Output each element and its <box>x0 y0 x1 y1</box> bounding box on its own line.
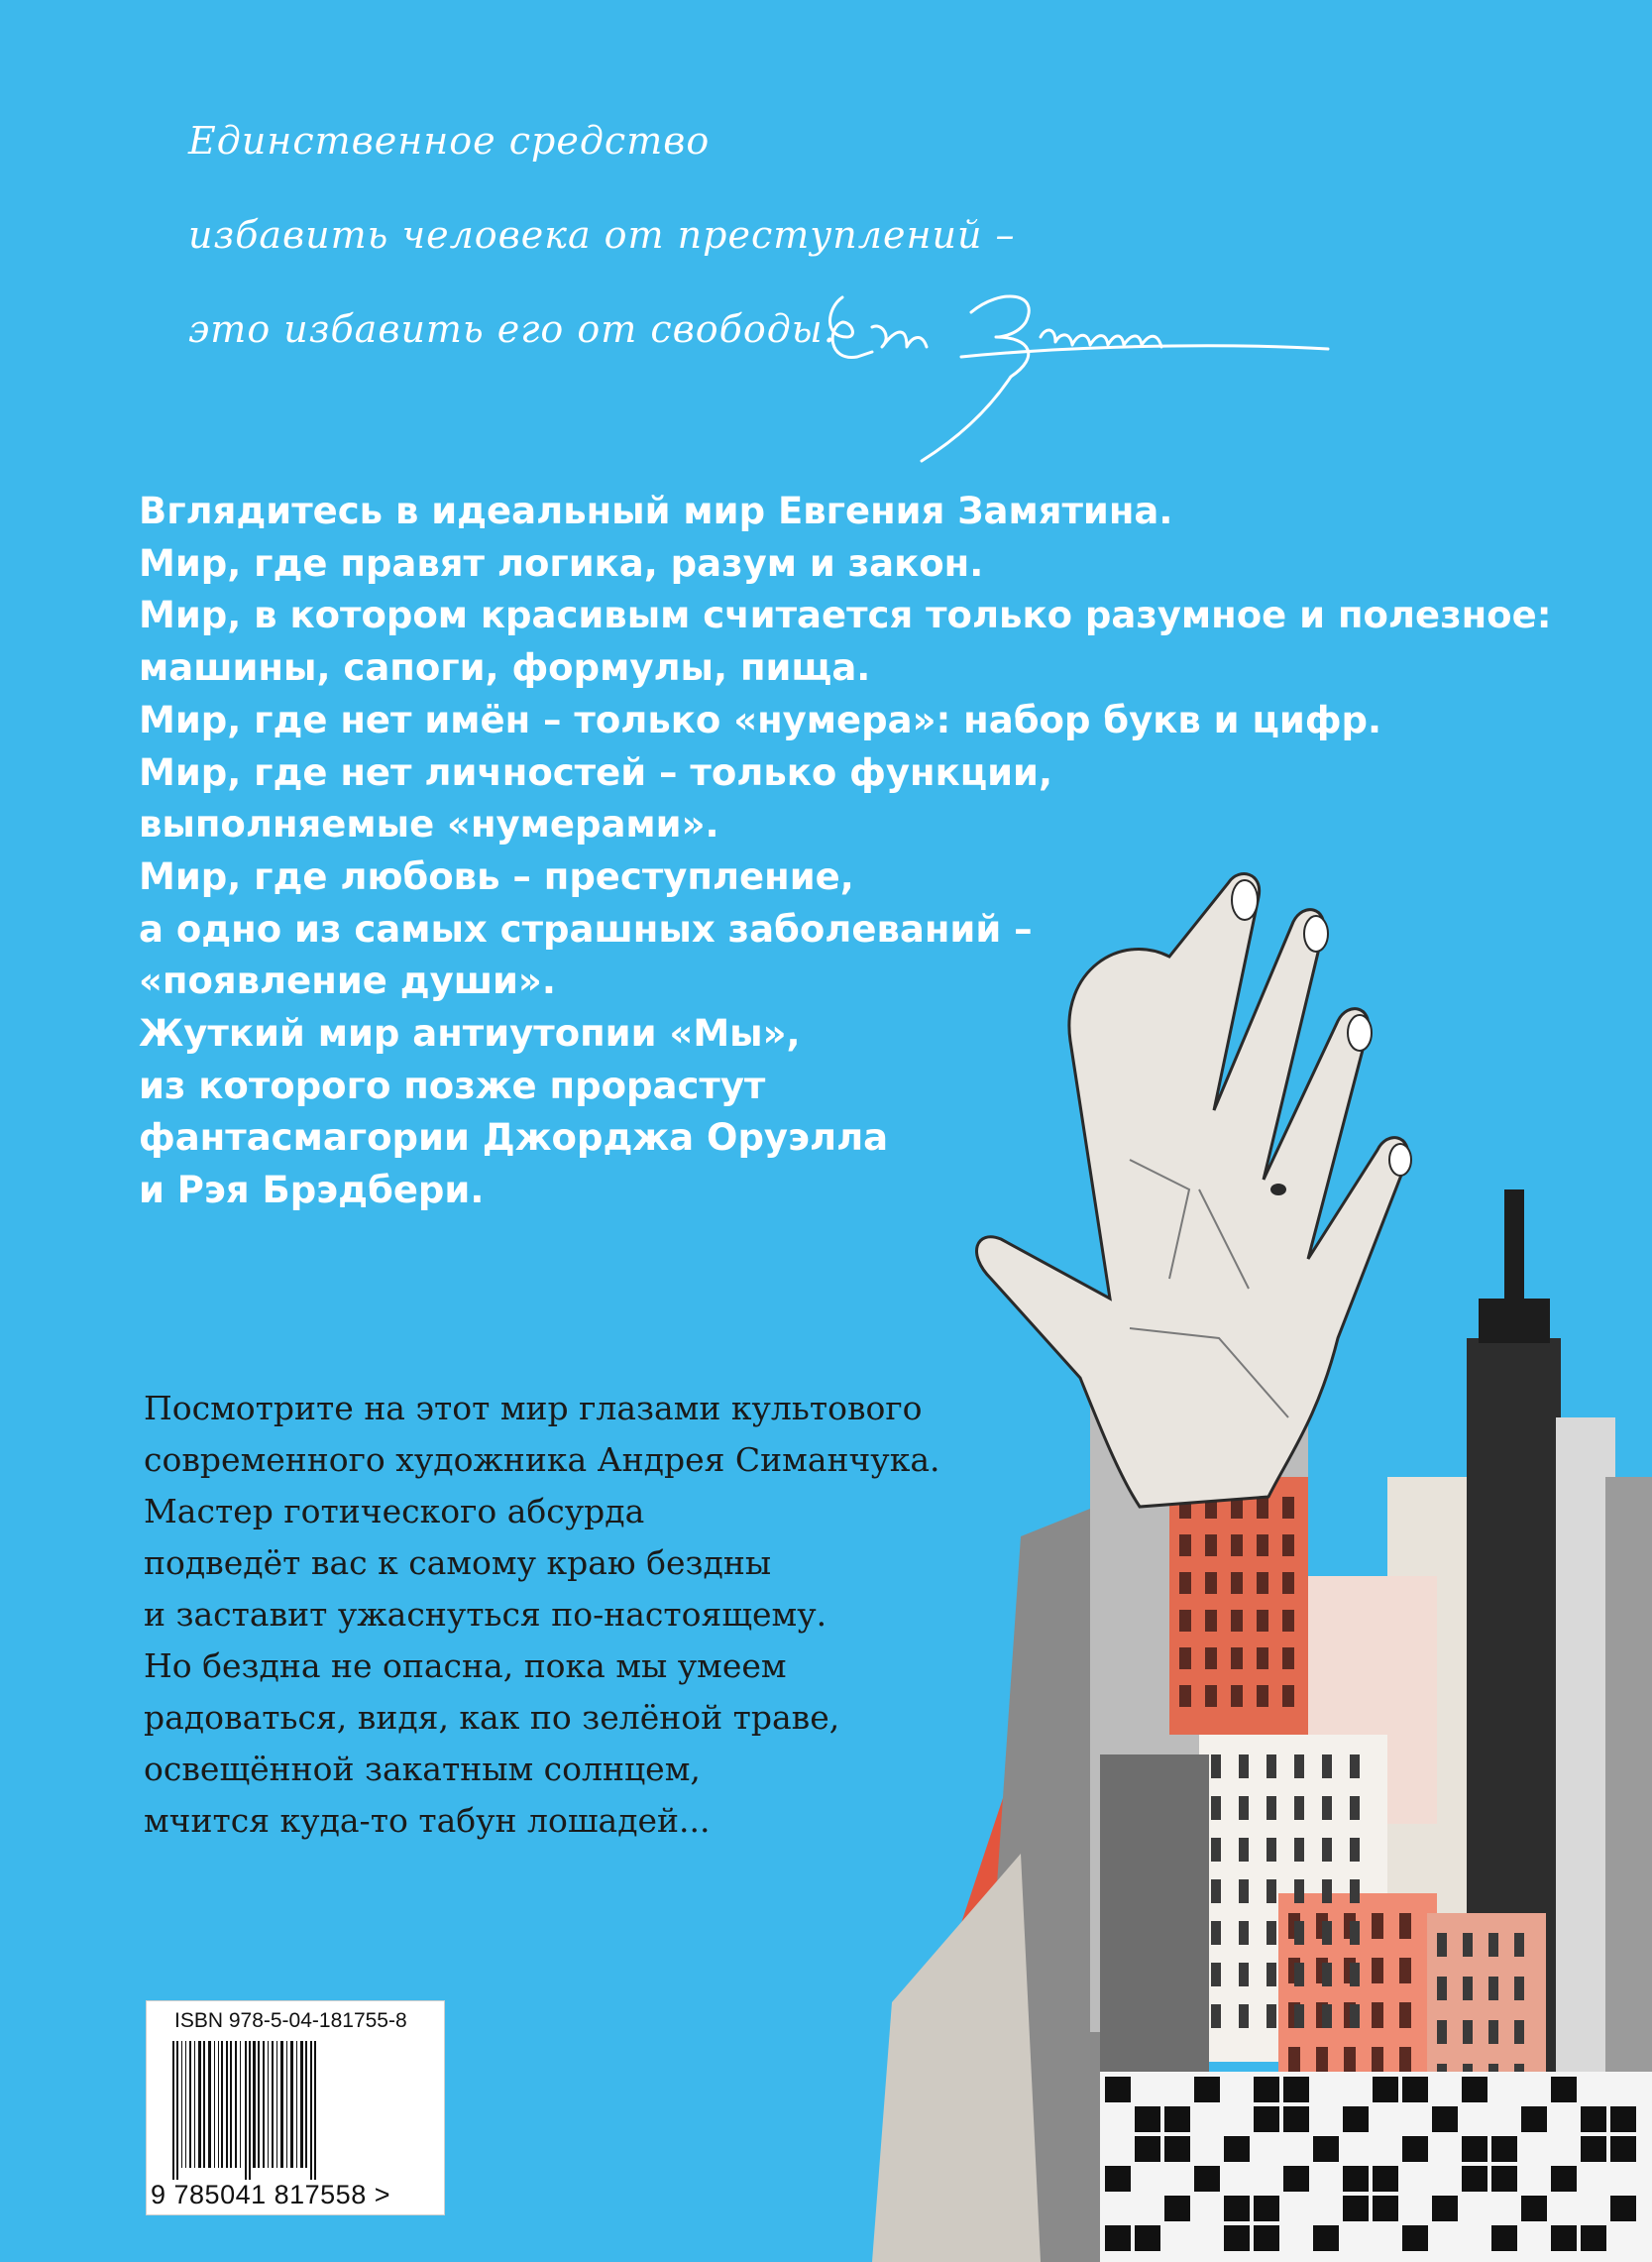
window <box>1399 1958 1411 1983</box>
synopsis-line: из которого позже прорастут <box>139 1064 766 1107</box>
checker-tile <box>1432 2196 1458 2221</box>
window <box>1372 1913 1383 1939</box>
window <box>1399 2002 1411 2028</box>
checker-tile <box>1313 2136 1339 2162</box>
window <box>1231 1610 1243 1632</box>
window <box>1267 1921 1276 1945</box>
window <box>1322 2004 1332 2028</box>
window <box>1205 1572 1217 1594</box>
synopsis-line: «появление души». <box>139 960 556 1003</box>
window <box>1488 1977 1498 2000</box>
checker-tile <box>1224 2225 1250 2251</box>
window <box>1344 2047 1356 2073</box>
illustrator-line: Посмотрите на этот мир глазами культового <box>144 1389 923 1427</box>
window <box>1179 1610 1191 1632</box>
checker-tile <box>1254 2225 1279 2251</box>
window <box>1211 1796 1221 1820</box>
window <box>1211 1879 1221 1903</box>
checker-tile <box>1105 2077 1131 2102</box>
window <box>1322 1921 1332 1945</box>
barcode-bar <box>314 2041 316 2180</box>
checker-tile <box>1551 2166 1577 2192</box>
synopsis-line: и Рэя Брэдбери. <box>139 1169 485 1212</box>
synopsis-line: а одно из самых страшных заболеваний – <box>139 907 1033 951</box>
checker-tile <box>1402 2225 1428 2251</box>
window <box>1350 1838 1360 1862</box>
checker-tile <box>1164 2196 1190 2221</box>
window <box>1350 1921 1360 1945</box>
building-block <box>872 1854 1041 2262</box>
window <box>1179 1685 1191 1707</box>
window <box>1239 1879 1249 1903</box>
window <box>1257 1647 1268 1669</box>
window <box>1514 1933 1524 1957</box>
window <box>1205 1534 1217 1556</box>
synopsis-line: Мир, где правят логика, разум и закон. <box>139 541 984 585</box>
window <box>1322 1879 1332 1903</box>
window <box>1488 1933 1498 1957</box>
window <box>1239 1838 1249 1862</box>
window <box>1267 1796 1276 1820</box>
checker-tile <box>1373 2196 1398 2221</box>
checker-tile <box>1105 2225 1131 2251</box>
window <box>1257 1497 1268 1519</box>
checker-tile <box>1194 2166 1220 2192</box>
checker-tile <box>1343 2166 1369 2192</box>
synopsis-line: фантасмагории Джорджа Оруэлла <box>139 1116 889 1160</box>
window <box>1211 1963 1221 1986</box>
window <box>1316 2047 1328 2073</box>
window <box>1211 1838 1221 1862</box>
illustrator-line: и заставит ужаснуться по-настоящему. <box>144 1595 827 1634</box>
window <box>1239 2004 1249 2028</box>
synopsis-line: выполняемые «нумерами». <box>139 803 719 847</box>
barcode-bar <box>189 2041 191 2168</box>
window <box>1179 1572 1191 1594</box>
window <box>1294 1879 1304 1903</box>
checker-tile <box>1373 2077 1398 2102</box>
window <box>1282 1610 1294 1632</box>
window <box>1211 1754 1221 1778</box>
illustrator-line: мчится куда-то табун лошадей... <box>144 1801 711 1840</box>
checker-tile <box>1551 2077 1577 2102</box>
window <box>1257 1685 1268 1707</box>
window <box>1322 1796 1332 1820</box>
window <box>1350 1754 1360 1778</box>
checker-tile <box>1135 2225 1160 2251</box>
checker-tile <box>1283 2106 1309 2132</box>
window <box>1267 1879 1276 1903</box>
window <box>1282 1647 1294 1669</box>
window <box>1211 2004 1221 2028</box>
checker-tile <box>1402 2077 1428 2102</box>
illustrator-line: Но бездна не опасна, пока мы умеем <box>144 1646 787 1685</box>
window <box>1322 1963 1332 1986</box>
window <box>1257 1572 1268 1594</box>
checker-tile <box>1224 2136 1250 2162</box>
illustrator-line: радоваться, видя, как по зелёной траве, <box>144 1698 840 1737</box>
window <box>1294 2004 1304 2028</box>
synopsis-line: машины, сапоги, формулы, пища. <box>139 646 871 690</box>
window <box>1294 1796 1304 1820</box>
window <box>1282 1572 1294 1594</box>
window <box>1294 1754 1304 1778</box>
window <box>1350 2004 1360 2028</box>
window <box>1282 1497 1294 1519</box>
barcode-bar <box>245 2041 247 2180</box>
checker-tile <box>1135 2106 1160 2132</box>
barcode-bar <box>268 2041 269 2168</box>
window <box>1179 1647 1191 1669</box>
checker-tile <box>1402 2136 1428 2162</box>
checker-tile <box>1610 2136 1636 2162</box>
window <box>1488 2020 1498 2044</box>
window <box>1463 1977 1473 2000</box>
illustrator-line: современного художника Андрея Симанчука. <box>144 1440 940 1479</box>
barcode-bars <box>168 2041 416 2180</box>
window <box>1372 1958 1383 1983</box>
epigraph-line: это избавить его от свободы. <box>188 307 836 351</box>
window <box>1399 2047 1411 2073</box>
window <box>1350 1796 1360 1820</box>
building-block <box>1504 1189 1524 1303</box>
illustrator-line: Мастер готического абсурда <box>144 1492 645 1530</box>
window <box>1211 1921 1221 1945</box>
checker-tile <box>1462 2136 1487 2162</box>
barcode-bar <box>240 2041 241 2168</box>
barcode-bar <box>310 2041 312 2180</box>
window <box>1231 1534 1243 1556</box>
window <box>1267 1963 1276 1986</box>
checker-tile <box>1521 2106 1547 2132</box>
window <box>1179 1534 1191 1556</box>
barcode-bar <box>305 2041 307 2168</box>
window <box>1294 1838 1304 1862</box>
barcode-bar <box>296 2041 297 2168</box>
barcode-digits: 9 785041 817558 > <box>151 2180 390 2209</box>
window <box>1350 1879 1360 1903</box>
building-block <box>1100 1754 1209 2072</box>
barcode-bar <box>208 2041 211 2168</box>
window <box>1372 2047 1383 2073</box>
window <box>1437 1977 1447 2000</box>
window <box>1205 1610 1217 1632</box>
checker-tile <box>1373 2166 1398 2192</box>
checker-tile <box>1254 2106 1279 2132</box>
window <box>1205 1647 1217 1669</box>
window <box>1322 1754 1332 1778</box>
window <box>1205 1685 1217 1707</box>
barcode-bar <box>185 2041 186 2168</box>
window <box>1294 1963 1304 1986</box>
window <box>1267 1754 1276 1778</box>
barcode-bar <box>181 2041 182 2168</box>
checker-tile <box>1135 2136 1160 2162</box>
window <box>1282 1534 1294 1556</box>
checker-tile <box>1521 2196 1547 2221</box>
epigraph-line: Единственное средство <box>188 119 711 163</box>
checker-tile <box>1224 2196 1250 2221</box>
checker-tile <box>1432 2106 1458 2132</box>
isbn-barcode <box>146 2000 445 2215</box>
barcode-bar <box>280 2041 283 2168</box>
barcode-bar <box>198 2041 201 2168</box>
checker-tile <box>1283 2077 1309 2102</box>
window <box>1239 1796 1249 1820</box>
checker-tile <box>1581 2106 1606 2132</box>
epigraph-line: избавить человека от преступлений – <box>188 213 1016 257</box>
barcode-bar <box>290 2041 293 2168</box>
synopsis-line: Вглядитесь в идеальный мир Евгения Замятина. <box>139 490 1173 532</box>
barcode-bar <box>253 2041 256 2168</box>
barcode-bar <box>226 2041 228 2168</box>
barcode-bar <box>263 2041 265 2168</box>
checker-tile <box>1462 2166 1487 2192</box>
isbn-number: ISBN 978-5-04-181755-8 <box>174 2009 407 2032</box>
checker-tile <box>1491 2136 1517 2162</box>
window <box>1231 1572 1243 1594</box>
barcode-bar <box>172 2041 174 2180</box>
window <box>1372 2002 1383 2028</box>
window <box>1231 1685 1243 1707</box>
barcode-bar <box>258 2041 260 2168</box>
window <box>1288 2047 1300 2073</box>
window <box>1437 1933 1447 1957</box>
barcode-bar <box>235 2041 237 2168</box>
checker-tile <box>1551 2225 1577 2251</box>
checker-tile <box>1610 2196 1636 2221</box>
checker-tile <box>1581 2225 1606 2251</box>
author-signature <box>813 268 1348 466</box>
window <box>1350 1963 1360 1986</box>
window <box>1282 1685 1294 1707</box>
checker-tile <box>1462 2077 1487 2102</box>
window <box>1267 1838 1276 1862</box>
illustrator-line: освещённой закатным солнцем, <box>144 1750 701 1788</box>
window <box>1267 2004 1276 2028</box>
window <box>1463 1933 1473 1957</box>
window <box>1239 1963 1249 1986</box>
checker-tile <box>1254 2077 1279 2102</box>
checker-tile <box>1194 2077 1220 2102</box>
barcode-bar <box>176 2041 178 2180</box>
window <box>1231 1647 1243 1669</box>
window <box>1399 1913 1411 1939</box>
checker-tile <box>1164 2136 1190 2162</box>
window <box>1239 1754 1249 1778</box>
barcode-bar <box>194 2041 195 2168</box>
window <box>1322 1838 1332 1862</box>
barcode-bar <box>276 2041 277 2168</box>
window <box>1239 1921 1249 1945</box>
checker-tile <box>1313 2225 1339 2251</box>
checker-tile <box>1343 2106 1369 2132</box>
checker-tile <box>1283 2166 1309 2192</box>
barcode-bar <box>218 2041 219 2168</box>
checker-tile <box>1343 2196 1369 2221</box>
checker-tile <box>1491 2225 1517 2251</box>
cover-illustration <box>872 862 1652 2262</box>
barcode-bar <box>300 2041 303 2168</box>
checker-tile <box>1164 2106 1190 2132</box>
barcode-bar <box>221 2041 223 2168</box>
building-block <box>1479 1299 1550 1343</box>
synopsis-line: Жуткий мир антиутопии «Мы», <box>139 1012 801 1056</box>
barcode-bar <box>272 2041 274 2168</box>
window <box>1514 2020 1524 2044</box>
synopsis-line: Мир, где нет имён – только «нумера»: набор букв и цифр. <box>139 698 1382 741</box>
synopsis-line: Мир, где нет личностей – только функции, <box>139 750 1053 794</box>
checker-tile <box>1610 2106 1636 2132</box>
barcode-bar <box>249 2041 251 2180</box>
window <box>1437 2020 1447 2044</box>
window <box>1463 2020 1473 2044</box>
illustrator-line: подведёт вас к самому краю бездны <box>144 1543 772 1582</box>
barcode-bar <box>203 2041 205 2168</box>
checker-tile <box>1581 2136 1606 2162</box>
window <box>1257 1534 1268 1556</box>
raised-hand-icon <box>977 874 1411 1507</box>
window <box>1257 1610 1268 1632</box>
window <box>1514 1977 1524 2000</box>
synopsis-line: Мир, в котором красивым считается только разумное и полезное: <box>139 594 1552 637</box>
barcode-bar <box>214 2041 215 2168</box>
window <box>1294 1921 1304 1945</box>
checker-tile <box>1491 2166 1517 2192</box>
checker-tile <box>1254 2196 1279 2221</box>
barcode-bar <box>230 2041 232 2168</box>
barcode-bar <box>286 2041 287 2168</box>
checker-tile <box>1105 2166 1131 2192</box>
synopsis-line: Мир, где любовь – преступление, <box>139 854 854 898</box>
